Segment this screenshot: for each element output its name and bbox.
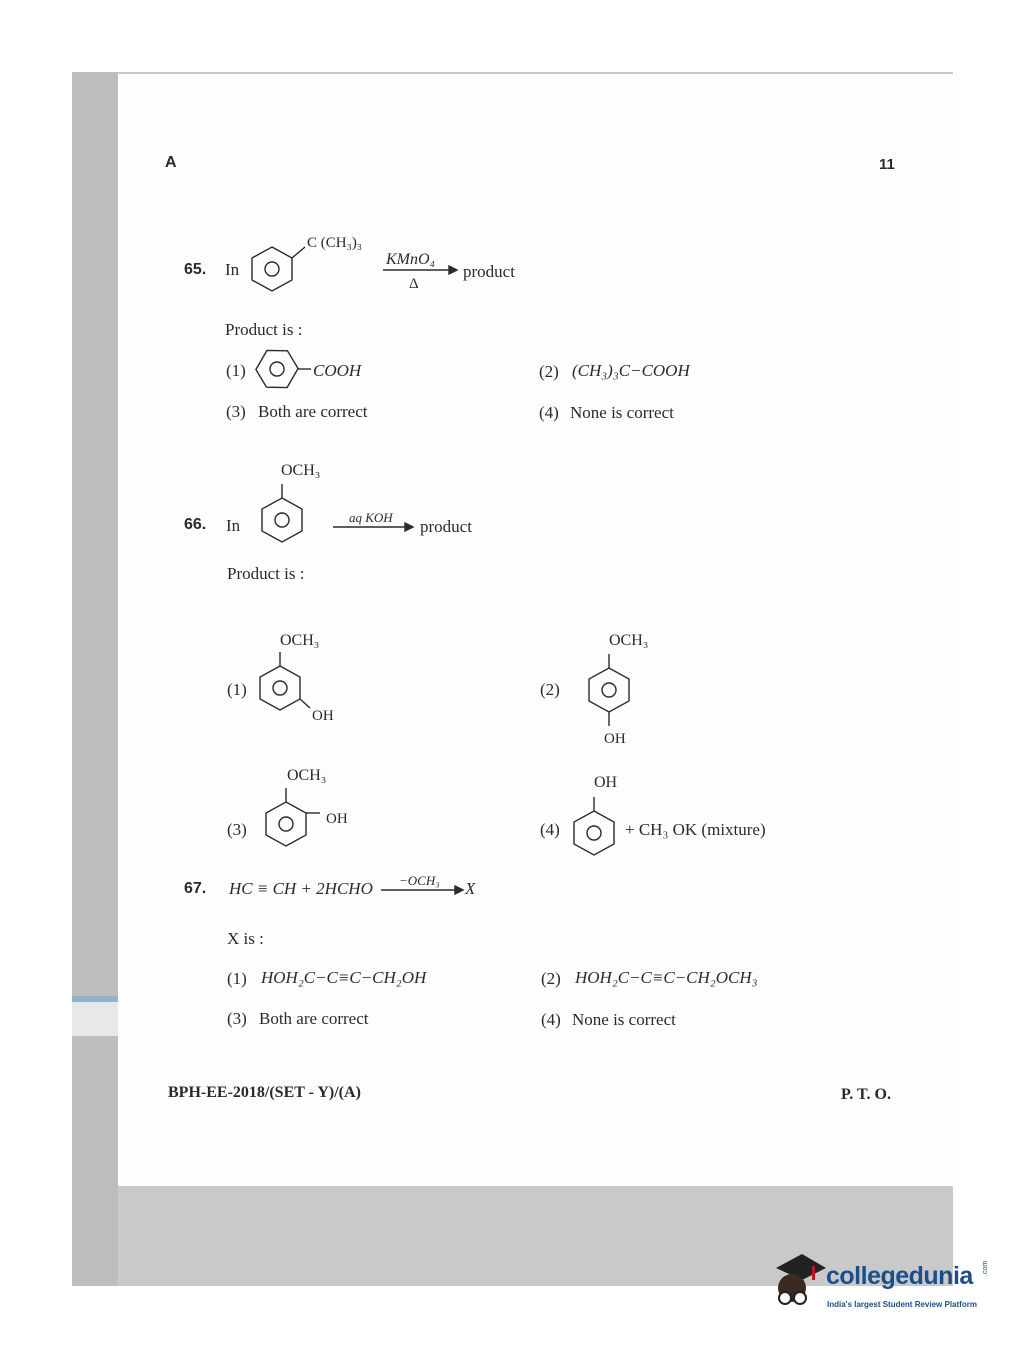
q66-option-3-oh: OH (326, 811, 348, 827)
q66-option-1-top-group: OCH₃ (280, 632, 320, 649)
q65-reagent-top: KMnO₄ (386, 251, 436, 268)
q66-option-1-oh: OH (312, 708, 334, 724)
q66-option-2-oh: OH (604, 731, 626, 747)
footer-pto: P. T. O. (841, 1086, 891, 1103)
q65-benzene-ring-icon (249, 245, 299, 293)
q67-product: X (465, 879, 476, 898)
q67-reaction-arrow-icon (381, 885, 465, 895)
q66-product-label: product (420, 517, 472, 536)
page-number: 11 (879, 156, 895, 173)
q67-option-3-text: Both are correct (259, 1009, 369, 1028)
q67-option-4-number: (4) (541, 1010, 561, 1029)
q65-option-4-number: (4) (539, 403, 559, 422)
scan-white-bar (72, 1002, 118, 1036)
q66-option-3-top-group: OCH₃ (287, 767, 327, 784)
q65-substituent: C (CH₃)₃ (307, 235, 363, 251)
q65-product-label: product (463, 262, 515, 281)
q67-number: 67. (184, 880, 207, 897)
logo-suffix: .com (982, 1260, 989, 1276)
q67-option-2-text: HOH₂C−C≡C−CH₂OCH₃ (575, 968, 758, 987)
scan-left-strip (72, 72, 118, 1286)
q66-anisole-ring-icon (258, 484, 308, 546)
q66-option-4-phenol-ring-icon (570, 797, 620, 859)
q65-option-1-group: COOH (313, 361, 362, 380)
q67-reagent: −OCH₃ (399, 873, 440, 888)
q65-option-3-number: (3) (226, 402, 246, 421)
q66-option-2-top-group: OCH₃ (609, 632, 649, 649)
q67-option-1-text: HOH₂C−C≡C−CH₂OH (261, 968, 427, 987)
q66-option-1-number: (1) (227, 680, 247, 699)
q66-reaction-arrow-icon (333, 522, 415, 532)
q65-option-3-text: Both are correct (258, 402, 368, 421)
q66-option-1-ring-icon (256, 652, 316, 722)
q66-option-4-number: (4) (540, 820, 560, 839)
q66-option-3-ring-icon (262, 788, 332, 850)
q65-option-2-text: (CH₃)₃C−COOH (572, 361, 690, 380)
q65-option-1-benzene-icon (255, 346, 315, 394)
q66-substituent: OCH₃ (281, 462, 321, 479)
collegedunia-logo (768, 1254, 998, 1318)
q65-in-label: In (225, 260, 240, 279)
q67-option-2-number: (2) (541, 969, 561, 988)
q66-option-2-ring-icon (585, 654, 635, 734)
logo-brand: collegedunia (826, 1262, 973, 1290)
section-letter: A (165, 154, 177, 171)
q67-option-1-number: (1) (227, 969, 247, 988)
q66-number: 66. (184, 516, 207, 533)
q66-option-4-text: + CH₃ OK (mixture) (625, 820, 766, 839)
q67-reaction: HC ≡ CH + 2HCHO (229, 879, 373, 898)
q65-product-is: Product is : (225, 320, 303, 339)
q65-option-2-number: (2) (539, 362, 559, 381)
q66-reagent: aq KOH (349, 510, 393, 525)
logo-tagline: India's largest Student Review Platform (827, 1300, 977, 1309)
footer-exam-code: BPH-EE-2018/(SET - Y)/(A) (168, 1084, 361, 1101)
q66-in-label: In (226, 516, 241, 535)
q65-option-4-text: None is correct (570, 403, 674, 422)
q67-option-3-number: (3) (227, 1009, 247, 1028)
q65-reagent-bottom: Δ (409, 276, 419, 292)
graduate-mascot-icon (768, 1254, 826, 1318)
q65-number: 65. (184, 261, 207, 278)
q66-option-3-number: (3) (227, 820, 247, 839)
q65-option-1-number: (1) (226, 361, 246, 380)
q67-x-is: X is : (227, 929, 264, 948)
q65-reaction-arrow-icon (383, 264, 459, 274)
q67-option-4-text: None is correct (572, 1010, 676, 1029)
q66-product-is: Product is : (227, 564, 305, 583)
q66-option-2-number: (2) (540, 680, 560, 699)
q66-option-4-top-group: OH (594, 774, 618, 791)
